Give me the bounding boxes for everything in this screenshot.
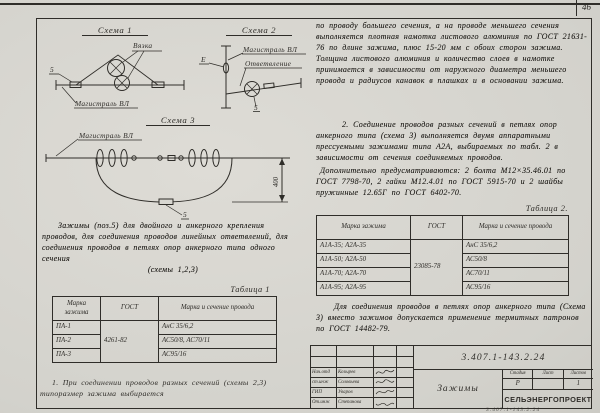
table1-row [53,321,277,335]
sheets-value: 1 [576,379,581,387]
table2-mark: А1А-50; А2А-50 [317,254,411,268]
signature-mark [374,388,397,397]
table1-header-row [53,297,277,321]
table2-mark: А1А-95; А2А-95 [317,282,411,296]
schema3-drawing [38,112,306,220]
schema3-title: Схема 3 [160,115,196,125]
page-number: 46 [582,2,591,12]
left-note: 1. При соединении проводов разных сечений (схемы 2,3) типоразмер зажима выбирается [40,378,267,398]
sig-name: Соловьева [337,378,374,387]
under-frame-doc-number: 3.407.1-143.2.24 [486,407,541,413]
sig-role: Нач.отд [311,368,337,377]
signature-mark [374,368,397,377]
signature-row [311,387,413,397]
signature-row [311,377,413,387]
schema1-title: Схема 1 [97,25,133,35]
sheet-label: Лист [533,370,563,378]
clamp-description: Зажимы (поз.5) для двойного и анкерного крепления проводов, для соединения проводов линейных ответвлений, для соединения проводов в петлях опор анкерного типа одного сечения [42,221,289,263]
table1-wire: АС95/16 [159,349,277,363]
signature-row [311,367,413,377]
schema2-title: Схема 2 [241,25,277,35]
schema2-pos-label: 5 [254,103,258,112]
signature-row [311,397,413,407]
table2-mark: А1А-35; А2А-35 [317,240,411,254]
table1-mark: ПА-2 [53,335,101,349]
sheet-value [533,379,563,389]
table1-mark: ПА-1 [53,321,101,335]
stage-header-row [503,370,593,379]
table2-header-gost: ГОСТ [411,216,463,240]
table1-wire: АС50/8, АС70/11 [159,335,277,349]
table2-header-wire: Марка и сечение провода [463,216,569,240]
right-para4: Для соединения проводов в петлях опор анкерного типа (Схема 3) вместо зажимов допускается применение термитных патронов по ГОСТ 14482-79. [316,302,586,333]
right-para2: 2. Соединение проводов разных сечений в петлях опор анкерного типа (схема 3) выполняется двумя аппаратными прессуемыми зажимами типа А2А, выбираемых по табл. 2 в зависимости от сечения соединяемых проводов. [316,120,559,162]
right-para3: Дополнительно предусматриваются: 2 болта М12×35.46.01 по ГОСТ 7798-70, 2 гайки М12.4.01 по ГОСТ 5915-70 и 2 шайбы пружинные 12.65Г по ГОСТ 6402-70. [316,166,566,197]
table2-mark: А1А-70; А2А-70 [317,268,411,282]
schema1-label-magistral: Магистраль ВЛ [75,99,130,108]
table1-gost: 4261-82 [101,321,159,363]
schema3-pos-label: 5 [183,210,187,219]
sig-role: ст.инж [311,378,337,387]
table1 [52,296,277,363]
table2 [316,215,569,296]
schema2-label-otvetvlenie: Ответвление [245,59,292,68]
stage-label: Стадия [503,370,533,378]
schema2-label-magistral: Магистраль ВЛ [243,45,298,54]
table2-wire: АнС 35/6,2 [463,240,569,254]
schema1-pos-label: 5 [50,65,54,74]
table2-wire: АС95/16 [463,282,569,296]
table2-row [317,240,569,254]
table1-row [53,349,277,363]
schema2-node-label: Е [201,55,206,64]
table2-wire: АС70/11 [463,268,569,282]
schema1-label-vyazka: Вязка [133,41,153,50]
stage-value: Р [503,379,533,389]
signature-grid [311,346,414,408]
document-number: 3.407.1-143.2.24 [414,346,593,370]
signature-mark [374,378,397,387]
table1-mark: ПА-3 [53,349,101,363]
schema1-drawing [46,22,196,114]
signature-row-empty [311,356,413,366]
table1-header-wire: Марка и сечение провода [159,297,277,321]
sheets-label: Листов [570,371,586,376]
schema3-label-magistral: Магистраль ВЛ [79,131,134,140]
sig-role: ГИП [311,388,337,397]
table2-wire: АС50/8 [463,254,569,268]
table2-caption: Таблица 2. [525,204,568,213]
table2-gost: 23085-78 [411,240,463,296]
table1-row [53,335,277,349]
sig-name: Степанова [337,398,374,407]
signature-mark [374,398,397,407]
sig-name: Козырев [337,368,374,377]
table1-header-gost: ГОСТ [101,297,159,321]
clamp-description-schemes: (схемы 1,2,3) [147,265,199,274]
table2-header-mark: Марка зажима [317,216,411,240]
top-border-line [0,3,600,5]
title-block [310,345,592,409]
right-para1: по проводу большего сечения, а на проводе меньшего сечения выполняется плотная намотка листового алюминия по ГОСТ 21631-76 по длине зажима, плюс 15-20 мм с обоих сторон зажима. Толщина листового алюминия и количество слоев в намотке принимается в зависимости от наружного диаметра меньшего провода и радиусов канавок в плашках и в основании зажима. [316,21,588,85]
sig-name: Уваров [337,388,374,397]
sheet-title: Зажимы [414,370,503,408]
sig-role: От.инж [311,398,337,407]
page-number-tick [576,0,577,16]
schema2-drawing [196,22,308,114]
table1-wire: АнС 35/6,2 [159,321,277,335]
stage-value-row [503,379,593,390]
organization-name: СЕЛЬЭНЕРГОПРОЕКТ [504,394,592,404]
table2-header-row [317,216,569,240]
table1-header-mark: Марка зажима [53,297,101,321]
table1-caption: Таблица 1 [230,285,270,294]
schema3-dimension: 400 [273,176,280,188]
signature-row-empty [311,346,413,356]
